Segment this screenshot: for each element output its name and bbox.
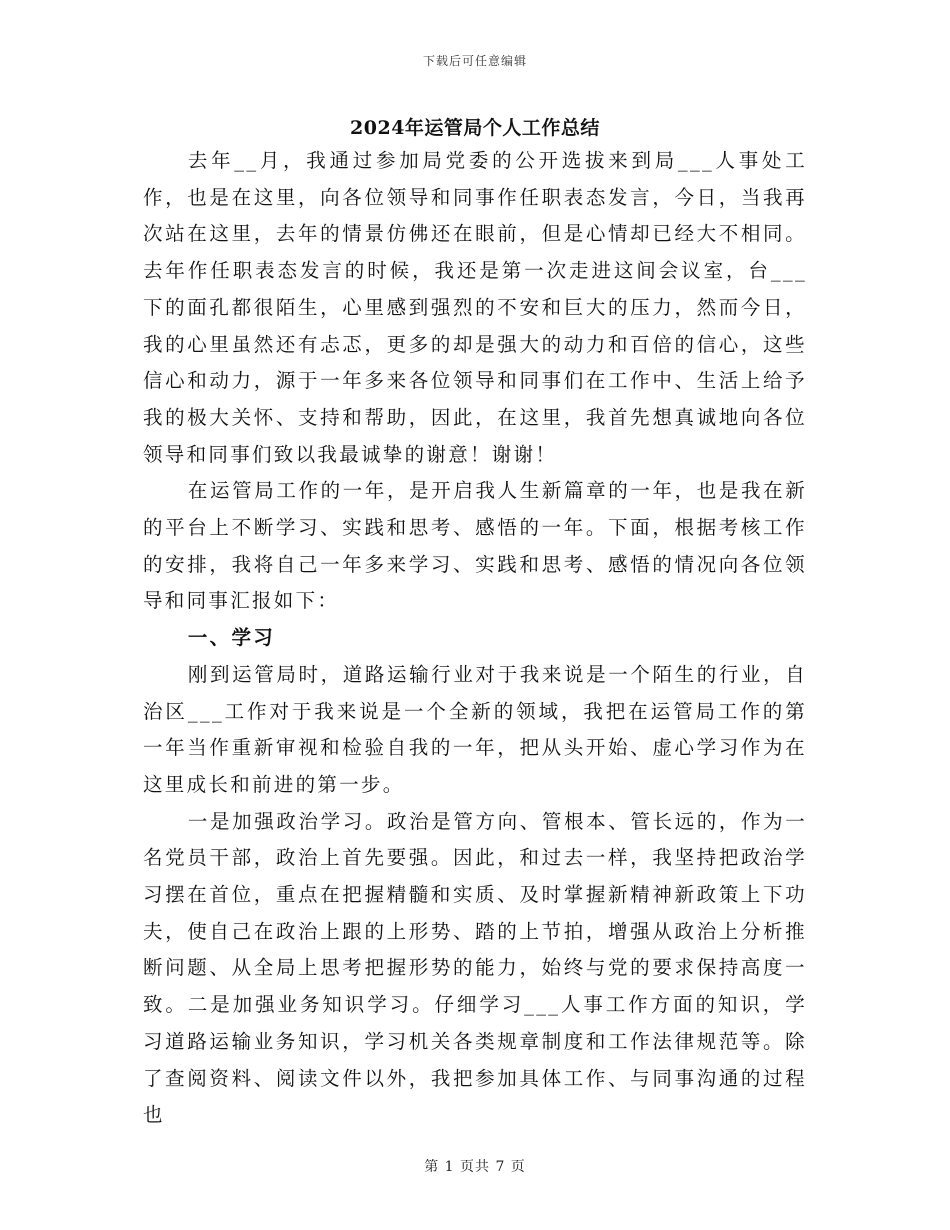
document-body	[143, 143, 807, 1134]
page-footer: 第 1 页共 7 页	[424, 1159, 526, 1175]
paragraph-overview: 在运管局工作的一年，是开启我人生新篇章的一年，也是我在新的平台上不断学习、实践和思考、感悟的一年。下面，根据考核工作的安排，我将自己一年多来学习、实践和思考、感悟的情况向各位领导和同事汇报如下：	[143, 479, 807, 613]
header-note: 下载后可任意编辑	[422, 54, 527, 68]
section-heading-study: 一、学习	[187, 626, 276, 650]
paragraph-intro: 去年__月，我通过参加局党委的公开选拔来到局___人事处工作，也是在这里，向各位领导和同事作任职表态发言，今日，当我再次站在这里，去年的情景仿佛还在眼前，但是心情却已经大不相同。去年作任职表态发言的时候，我还是第一次走进这间会议室，台___下的面孔都很陌生，心里感到强烈的不安和巨大的压力，然而今日，我的心里虽然还有忐忑，更多的却是强大的动力和百倍的信心，这些信心和动力，源于一年多来各位领导和同事们在工作中、生活上给予我的极大关怀、支持和帮助，因此，在这里，我首先想真诚地向各位领导和同事们致以我最诚挚的谢意！谢谢！	[143, 149, 807, 466]
paragraph-study-intro: 刚到运管局时，道路运输行业对于我来说是一个陌生的行业，自治区___工作对于我来说是一个全新的领域，我把在运管局工作的第一年当作重新审视和检验自我的一年，把从头开始、虚心学习作为在这里成长和前进的第一步。	[143, 662, 807, 796]
paragraph-study-details: 一是加强政治学习。政治是管方向、管根本、管长远的，作为一名党员干部，政治上首先要强。因此，和过去一样，我坚持把政治学习摆在首位，重点在把握精髓和实质、及时掌握新精神新政策上下功夫，使自己在政治上跟的上形势、踏的上节拍，增强从政治上分析推断问题、从全局上思考把握形势的能力，始终与党的要求保持高度一致。二是加强业务知识学习。仔细学习___人事工作方面的知识，学习道路运输业务知识，学习机关各类规章制度和工作法律规范等。除了查阅资料、阅读文件以外，我把参加具体工作、与同事沟通的过程也	[143, 809, 807, 1127]
document-title: 2024年运管局个人工作总结	[350, 117, 600, 139]
